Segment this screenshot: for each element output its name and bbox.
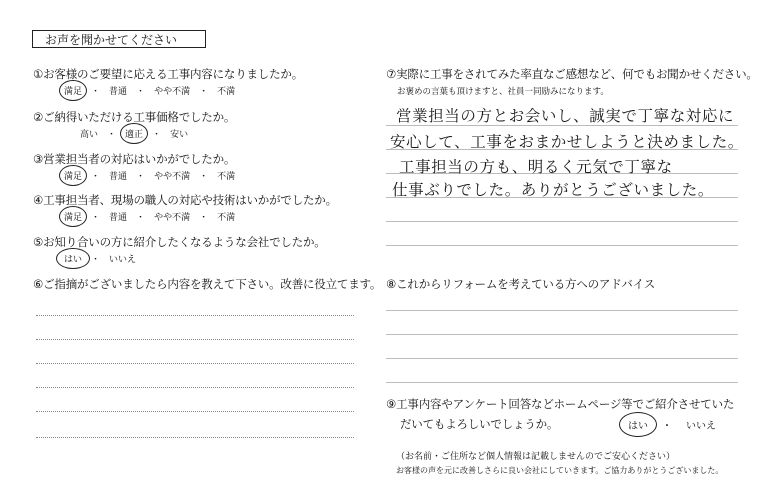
question-3-label: ③営業担当者の対応はいかがでしたか。 [33, 152, 236, 166]
q9-option-yes[interactable]: はい [628, 417, 648, 432]
q1-option-slightly-dissatisfied[interactable]: やや不満 [154, 87, 191, 97]
handwritten-answer-line: 安心して、工事をおまかせしようと決めました。 [390, 133, 744, 151]
question-4-label: ④工事担当者、現場の職人の対応や技術はいかがでしたか。 [33, 193, 337, 207]
page-title-text: お声を聞かせてください [45, 33, 178, 47]
answer-line [36, 339, 354, 340]
answer-line [36, 411, 354, 412]
q2-option-cheap[interactable]: 安い [170, 130, 189, 140]
separator-dot: ・ [91, 87, 101, 97]
answer-line [386, 221, 738, 222]
question-9-label-line-1: ⑨工事内容やアンケート回答などホームページ等でご紹介させていた [386, 397, 735, 411]
answer-line [36, 437, 354, 438]
separator-dot: ・ [152, 130, 162, 140]
separator-dot: ・ [91, 213, 101, 223]
answer-line [36, 315, 354, 316]
q4-option-satisfied[interactable]: 満足 [64, 210, 82, 223]
question-8-label: ⑧これからリフォームを考えている方へのアドバイス [386, 277, 656, 291]
selection-circle [59, 80, 87, 101]
q2-option-high[interactable]: 高い [80, 130, 99, 140]
q3-option-normal[interactable]: 普通 [109, 172, 128, 182]
separator-dot: ・ [136, 172, 146, 182]
q2-option-fair[interactable]: 適正 [125, 127, 143, 140]
q3-option-slightly-dissatisfied[interactable]: やや不満 [154, 172, 191, 182]
q5-option-yes[interactable]: はい [64, 252, 82, 265]
question-5-options [64, 252, 136, 265]
q1-option-dissatisfied[interactable]: 不満 [217, 87, 236, 97]
question-3-options [64, 169, 235, 182]
separator-dot: ・ [136, 213, 146, 223]
separator-dot: ・ [199, 213, 209, 223]
question-4-options [64, 210, 235, 223]
q4-option-dissatisfied[interactable]: 不満 [217, 213, 236, 223]
question-5-label: ⑤お知り合いの方に紹介したくなるような会社でしたか。 [33, 235, 326, 249]
q4-option-slightly-dissatisfied[interactable]: やや不満 [154, 213, 191, 223]
question-1-options [64, 84, 235, 97]
answer-line [386, 382, 738, 383]
answer-line [36, 387, 354, 388]
question-1-label: ①お客様のご要望に応える工事内容になりましたか。 [33, 67, 304, 81]
separator-dot: ・ [136, 87, 146, 97]
separator-dot: ・ [199, 172, 209, 182]
question-2-label: ②ご納得いただける工事価格でしたか。 [33, 110, 236, 124]
handwritten-answer-line: 仕事ぶりでした。ありがとうございました。 [392, 181, 715, 199]
q3-option-dissatisfied[interactable]: 不満 [217, 172, 236, 182]
selection-circle [619, 412, 657, 437]
answer-line [36, 363, 354, 364]
separator-dot: ・ [662, 421, 672, 432]
q9-option-no[interactable]: いいえ [686, 421, 716, 432]
selection-circle [56, 248, 90, 269]
answer-line [386, 334, 738, 335]
question-7-note: お褒めの言葉も頂けますと、社員一同励みになります。 [397, 87, 609, 97]
answer-line [386, 358, 738, 359]
question-2-options [80, 127, 188, 140]
page-title [32, 30, 206, 48]
question-9-options [628, 417, 716, 432]
separator-dot: ・ [91, 172, 101, 182]
q1-option-satisfied[interactable]: 満足 [64, 84, 82, 97]
separator-dot: ・ [107, 130, 117, 140]
q4-option-normal[interactable]: 普通 [109, 213, 128, 223]
q1-option-normal[interactable]: 普通 [109, 87, 128, 97]
handwritten-answer-line: 営業担当の方とお会いし、誠実で丁寧な対応に [396, 107, 735, 125]
separator-dot: ・ [91, 255, 101, 265]
q3-option-satisfied[interactable]: 満足 [64, 169, 82, 182]
question-6-label: ⑥ご指摘がございましたら内容を教えて下さい。改善に役立てます。 [33, 277, 382, 291]
selection-circle [59, 165, 87, 186]
handwritten-answer-line: 工事担当の方も、明るく元気で丁寧な [399, 158, 673, 176]
selection-circle [59, 206, 87, 227]
separator-dot: ・ [199, 87, 209, 97]
thanks-note: お客様の声を元に改善しさらに良い会社にしていきます。ご協力ありがとうございました。 [396, 466, 724, 475]
answer-line [386, 245, 738, 246]
privacy-note: （お名前・ご住所など個人情報は記載しませんのでご安心ください） [396, 452, 676, 462]
answer-line [386, 310, 738, 311]
selection-circle [120, 123, 148, 144]
question-7-label: ⑦実際に工事をされてみた率直なご感想など、何でもお聞かせください。 [386, 67, 758, 81]
question-9-label-line-2: だいてもよろしいでしょうか。 [400, 417, 559, 431]
q5-option-no[interactable]: いいえ [109, 255, 137, 265]
